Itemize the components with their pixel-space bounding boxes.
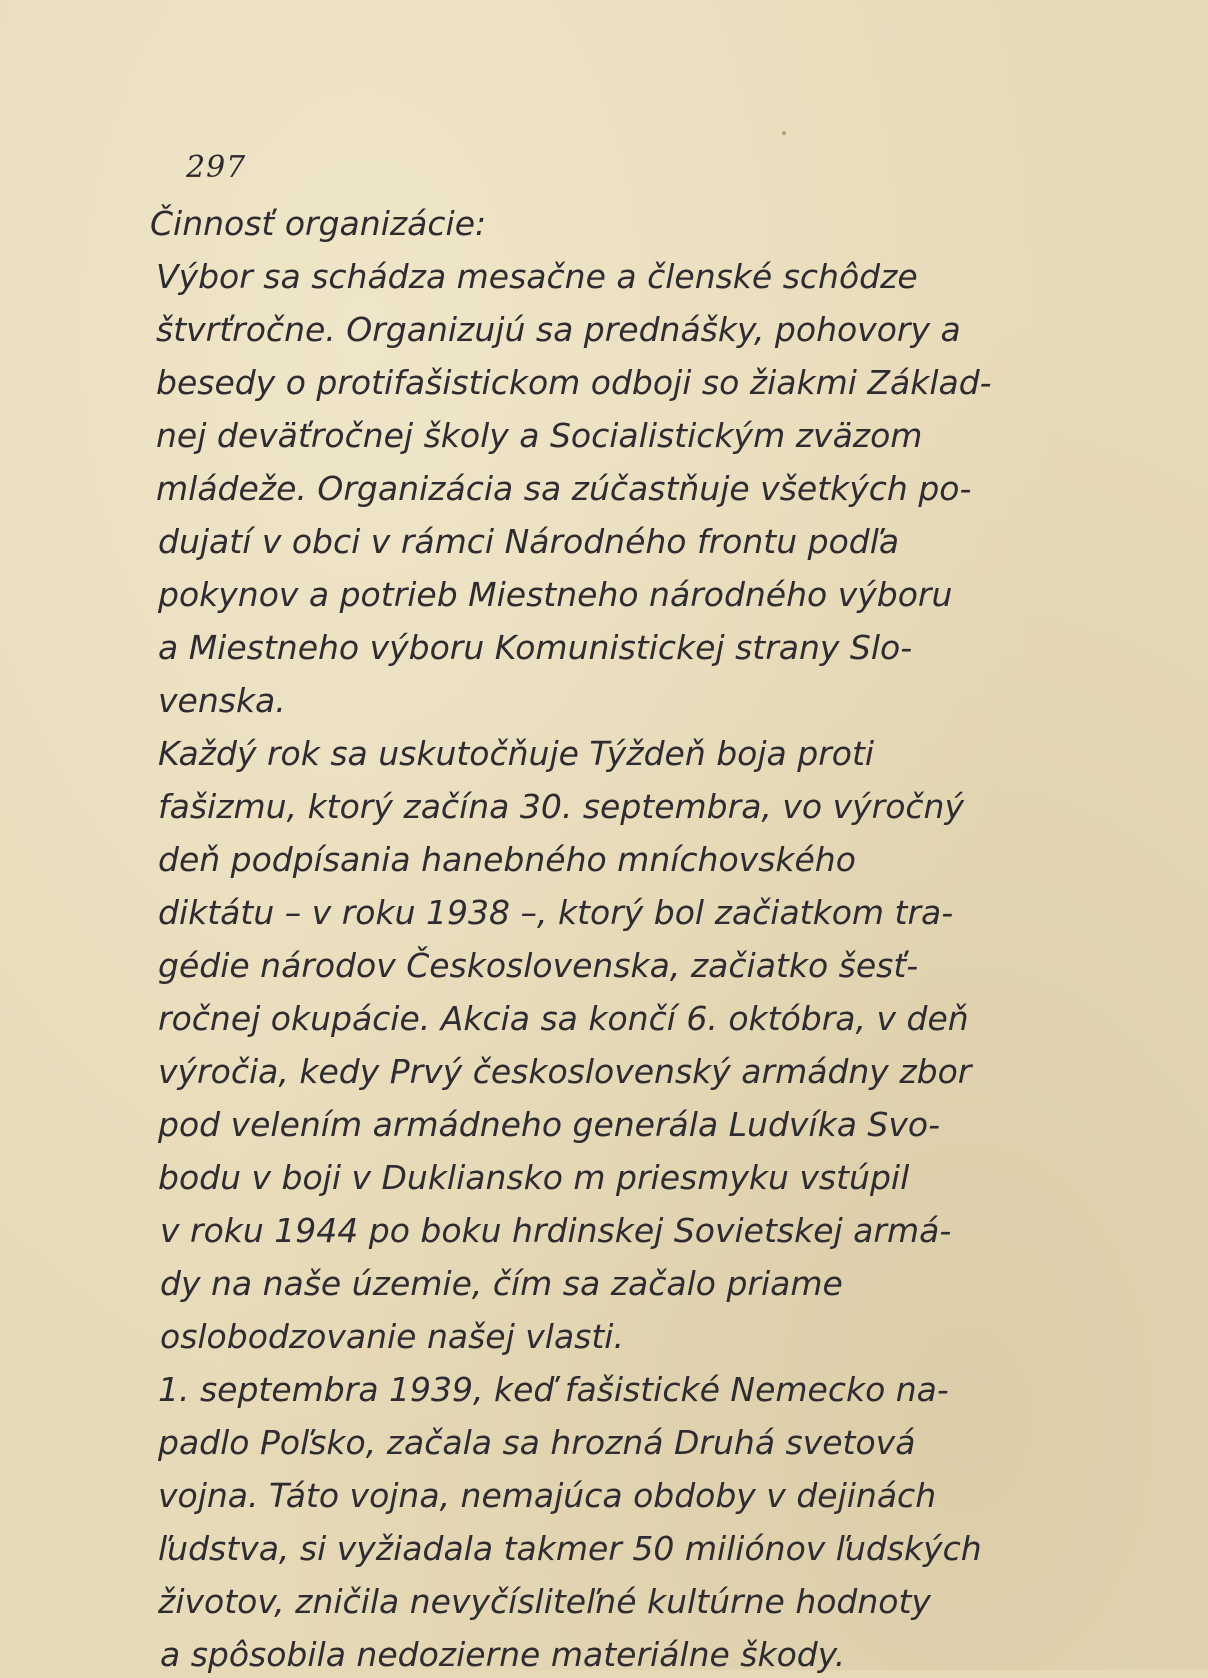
text-line: gédie národov Československa, začiatko šesť- [158, 946, 919, 985]
text-line: v roku 1944 po boku hrdinskej Sovietskej armá- [160, 1211, 952, 1250]
text-line: ročnej okupácie. Akcia sa končí 6. októbra, v deň [158, 999, 969, 1038]
text-line: životov, zničila nevyčísliteľné kultúrne hodnoty [158, 1582, 931, 1621]
text-line: vojna. Táto vojna, nemajúca obdoby v dejinách [158, 1476, 937, 1515]
text-line: Činnosť organizácie: [150, 204, 487, 243]
text-line: bodu v boji v Dukliansko m priesmyku vstúpil [158, 1158, 910, 1197]
text-line: výročia, kedy Prvý československý armádny zbor [158, 1052, 972, 1091]
paper-speck [782, 131, 786, 135]
text-line: besedy o protifašistickom odboji so žiakmi Základ- [156, 363, 992, 402]
text-line: ľudstva, si vyžiadala takmer 50 miliónov ľudských [158, 1529, 982, 1568]
text-line: Každý rok sa uskutočňuje Týždeň boja proti [158, 734, 875, 773]
text-line: pokynov a potrieb Miestneho národného výboru [158, 575, 953, 614]
text-line: pod velením armádneho generála Ludvíka Svo- [158, 1105, 940, 1144]
text-line: nej deväťročnej školy a Socialistickým zväzom [156, 416, 923, 455]
text-line: a Miestneho výboru Komunistickej strany Slo- [158, 628, 913, 667]
text-line: fašizmu, ktorý začína 30. septembra, vo výročný [158, 787, 965, 826]
text-line: mládeže. Organizácia sa zúčastňuje všetkých po- [156, 469, 972, 508]
text-line: venska. [158, 681, 286, 720]
text-line: dy na naše územie, čím sa začalo priame [160, 1264, 843, 1303]
text-line: padlo Poľsko, začala sa hrozná Druhá svetová [158, 1423, 916, 1462]
text-line: Výbor sa schádza mesačne a členské schôdze [156, 257, 918, 296]
text-line: diktátu – v roku 1938 –, ktorý bol začiatkom tra- [158, 893, 954, 932]
text-line: dujatí v obci v rámci Národného frontu podľa [158, 522, 900, 561]
text-line: 1. septembra 1939, keď fašistické Nemecko na- [158, 1370, 949, 1409]
text-line: deň podpísania hanebného mníchovského [158, 840, 856, 879]
text-line: oslobodzovanie našej vlasti. [160, 1317, 624, 1356]
text-line: štvrťročne. Organizujú sa prednášky, pohovory a [156, 310, 961, 349]
page-number: 297 [186, 150, 247, 185]
text-line: a spôsobila nedozierne materiálne škody. [160, 1635, 846, 1674]
